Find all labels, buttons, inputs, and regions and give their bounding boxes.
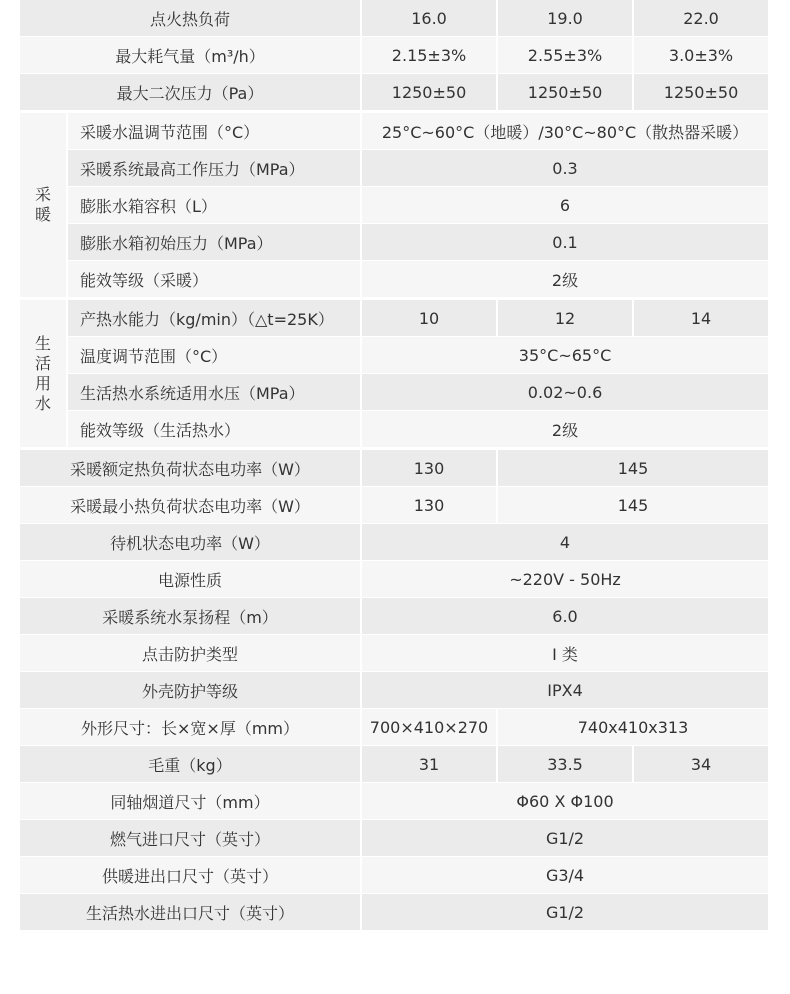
cell-value: 12	[498, 298, 634, 337]
cell-value: I 类	[362, 635, 768, 672]
cell-value: 16.0	[362, 0, 498, 37]
cell-value: 130	[362, 487, 498, 524]
row-label: 电源性质	[20, 561, 362, 598]
row-label: 能效等级（生活热水）	[68, 411, 362, 448]
table-row	[20, 524, 768, 561]
table-row	[20, 783, 768, 820]
table-row	[20, 0, 768, 37]
cell-value: G1/2	[362, 820, 768, 857]
cell-value: 145	[498, 487, 768, 524]
row-label: 温度调节范围（°C）	[68, 337, 362, 374]
row-label: 点火热负荷	[20, 0, 362, 37]
cell-value: 0.1	[362, 224, 768, 261]
table-row	[20, 487, 768, 524]
cell-value: 2级	[362, 411, 768, 448]
cell-value: 14	[634, 298, 768, 337]
cell-value: 10	[362, 298, 498, 337]
row-label: 外形尺寸：长×宽×厚（mm）	[20, 709, 362, 746]
table-row	[20, 187, 768, 224]
row-label: 产热水能力（kg/min）（△t=25K）	[68, 298, 362, 337]
cell-value: 25°C~60°C（地暖）/30°C~80°C（散热器采暖）	[362, 111, 768, 150]
cell-value: 4	[362, 524, 768, 561]
category-hot-water: 生 活 用 水	[20, 298, 68, 448]
cell-value: Φ60 X Φ100	[362, 783, 768, 820]
row-label: 生活热水进出口尺寸（英寸）	[20, 894, 362, 931]
cell-value: 19.0	[498, 0, 634, 37]
table-row	[20, 746, 768, 783]
row-label: 采暖系统水泵扬程（m）	[20, 598, 362, 635]
table-row	[20, 150, 768, 187]
table-row	[20, 298, 768, 337]
row-label: 膨胀水箱初始压力（MPa）	[68, 224, 362, 261]
cell-value: 2.55±3%	[498, 37, 634, 74]
table-row	[20, 857, 768, 894]
cell-value: 31	[362, 746, 498, 783]
cell-value: 145	[498, 448, 768, 487]
cell-value: 34	[634, 746, 768, 783]
table-row	[20, 894, 768, 931]
row-label: 最大二次压力（Pa）	[20, 74, 362, 111]
row-label: 同轴烟道尺寸（mm）	[20, 783, 362, 820]
cell-value: 2级	[362, 261, 768, 298]
cell-value: 1250±50	[498, 74, 634, 111]
row-label: 采暖额定热负荷状态电功率（W）	[20, 448, 362, 487]
table-row	[20, 635, 768, 672]
row-label: 燃气进口尺寸（英寸）	[20, 820, 362, 857]
row-label: 最大耗气量（m³/h）	[20, 37, 362, 74]
spec-table	[20, 0, 768, 931]
row-label: 毛重（kg）	[20, 746, 362, 783]
table-row	[20, 374, 768, 411]
cell-value: 35°C~65°C	[362, 337, 768, 374]
cell-value: 0.02~0.6	[362, 374, 768, 411]
row-label: 待机状态电功率（W）	[20, 524, 362, 561]
table-row	[20, 261, 768, 298]
cell-value: 740x410x313	[498, 709, 768, 746]
row-label: 外壳防护等级	[20, 672, 362, 709]
table-row	[20, 111, 768, 150]
cell-value: 1250±50	[362, 74, 498, 111]
cell-value: 0.3	[362, 150, 768, 187]
table-row	[20, 337, 768, 374]
row-label: 膨胀水箱容积（L）	[68, 187, 362, 224]
cell-value: IPX4	[362, 672, 768, 709]
cell-value: 6.0	[362, 598, 768, 635]
row-label: 供暖进出口尺寸（英寸）	[20, 857, 362, 894]
cell-value: 6	[362, 187, 768, 224]
cell-value: 22.0	[634, 0, 768, 37]
cell-value: G1/2	[362, 894, 768, 931]
row-label: 采暖系统最高工作压力（MPa）	[68, 150, 362, 187]
cell-value: 2.15±3%	[362, 37, 498, 74]
table-row	[20, 709, 768, 746]
table-row	[20, 411, 768, 448]
cell-value: 130	[362, 448, 498, 487]
table-row	[20, 672, 768, 709]
row-label: 采暖水温调节范围（°C）	[68, 111, 362, 150]
cell-value: 700×410×270	[362, 709, 498, 746]
category-heating: 采 暖	[20, 111, 68, 298]
row-label: 生活热水系统适用水压（MPa）	[68, 374, 362, 411]
cell-value: 1250±50	[634, 74, 768, 111]
cell-value: G3/4	[362, 857, 768, 894]
cell-value: 33.5	[498, 746, 634, 783]
row-label: 采暖最小热负荷状态电功率（W）	[20, 487, 362, 524]
table-row	[20, 598, 768, 635]
row-label: 能效等级（采暖）	[68, 261, 362, 298]
cell-value: 3.0±3%	[634, 37, 768, 74]
table-row	[20, 561, 768, 598]
table-row	[20, 224, 768, 261]
table-row	[20, 74, 768, 111]
table-row	[20, 820, 768, 857]
cell-value: ~220V - 50Hz	[362, 561, 768, 598]
table-row	[20, 448, 768, 487]
row-label: 点击防护类型	[20, 635, 362, 672]
table-row	[20, 37, 768, 74]
